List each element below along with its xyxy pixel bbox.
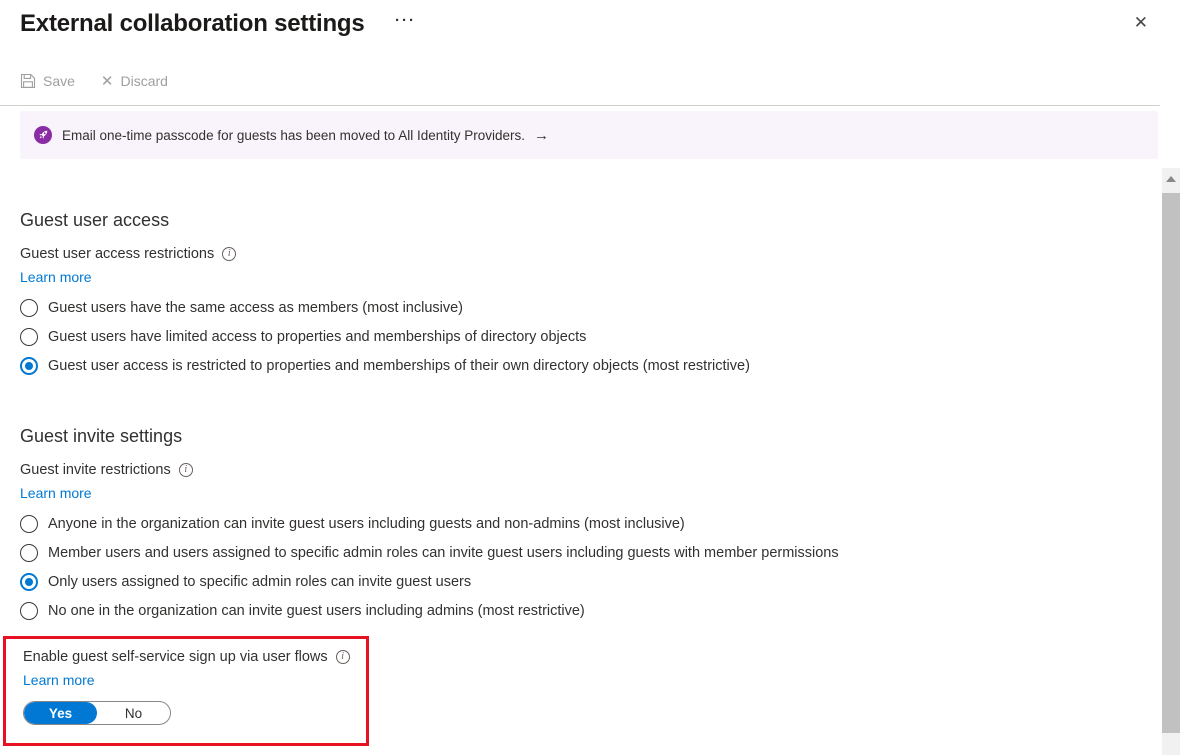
more-options-icon[interactable]: ··· bbox=[395, 12, 416, 29]
discard-button[interactable] bbox=[101, 72, 168, 90]
self-service-highlight-box bbox=[3, 636, 369, 746]
radio-icon[interactable] bbox=[20, 602, 38, 620]
guest-user-access-radio-group bbox=[20, 299, 1180, 375]
radio-icon[interactable] bbox=[20, 515, 38, 533]
info-icon[interactable]: i bbox=[179, 463, 193, 477]
toggle-yes-option[interactable]: Yes bbox=[24, 702, 97, 724]
self-service-learn-more-link[interactable]: Learn more bbox=[23, 672, 95, 688]
radio-no-one-invite[interactable]: No one in the organization can invite guest users including admins (most restrictive) bbox=[20, 602, 1180, 620]
save-button-label: Save bbox=[43, 73, 75, 89]
close-icon[interactable]: ✕ bbox=[1133, 13, 1148, 32]
guest-user-access-restrictions-label: Guest user access restrictions bbox=[20, 245, 215, 262]
scroll-up-arrow-icon[interactable] bbox=[1162, 168, 1180, 190]
radio-admin-roles-invite[interactable]: Only users assigned to specific admin roles can invite guest users bbox=[20, 573, 1180, 591]
banner-message: Email one-time passcode for guests has been moved to All Identity Providers. bbox=[62, 127, 525, 143]
self-service-signup-label: Enable guest self-service sign up via user flows bbox=[23, 648, 328, 665]
radio-selected-icon[interactable] bbox=[20, 357, 38, 375]
radio-same-access[interactable]: Guest users have the same access as members (most inclusive) bbox=[20, 299, 1180, 317]
discard-button-label: Discard bbox=[120, 73, 168, 89]
radio-icon[interactable] bbox=[20, 299, 38, 317]
radio-restricted-access[interactable]: Guest user access is restricted to properties and memberships of their own directory objects (most restrictive) bbox=[20, 357, 1180, 375]
vertical-scrollbar[interactable] bbox=[1162, 168, 1180, 755]
guest-invite-settings-heading: Guest invite settings bbox=[20, 426, 183, 446]
self-service-toggle[interactable] bbox=[23, 701, 171, 725]
radio-selected-icon[interactable] bbox=[20, 573, 38, 591]
radio-members-admins-invite[interactable]: Member users and users assigned to specific admin roles can invite guest users including guests with member permissions bbox=[20, 544, 1180, 562]
banner-arrow-icon[interactable]: → bbox=[534, 126, 549, 144]
guest-invite-learn-more-link[interactable]: Learn more bbox=[20, 485, 92, 501]
guest-invite-radio-group bbox=[20, 515, 1180, 620]
rocket-icon bbox=[34, 126, 52, 144]
radio-anyone-invite[interactable]: Anyone in the organization can invite guest users including guests and non-admins (most inclusive) bbox=[20, 515, 1180, 533]
page-title: External collaboration settings bbox=[20, 10, 365, 37]
radio-limited-access[interactable]: Guest users have limited access to properties and memberships of directory objects bbox=[20, 328, 1180, 346]
discard-x-icon: ✕ bbox=[100, 73, 114, 90]
save-button[interactable] bbox=[20, 73, 75, 89]
radio-icon[interactable] bbox=[20, 328, 38, 346]
toolbar-divider bbox=[0, 105, 1160, 106]
info-icon[interactable]: i bbox=[336, 650, 350, 664]
guest-user-access-learn-more-link[interactable]: Learn more bbox=[20, 269, 92, 285]
info-icon[interactable]: i bbox=[222, 247, 236, 261]
guest-user-access-heading: Guest user access bbox=[20, 210, 170, 230]
save-icon bbox=[20, 73, 36, 89]
toolbar bbox=[0, 69, 1180, 93]
header bbox=[0, 0, 1180, 38]
guest-invite-restrictions-label: Guest invite restrictions bbox=[20, 461, 171, 478]
settings-content bbox=[0, 208, 1180, 746]
scrollbar-thumb[interactable] bbox=[1162, 193, 1180, 733]
announcement-banner[interactable] bbox=[20, 111, 1158, 159]
radio-icon[interactable] bbox=[20, 544, 38, 562]
toggle-no-option[interactable]: No bbox=[124, 705, 143, 721]
